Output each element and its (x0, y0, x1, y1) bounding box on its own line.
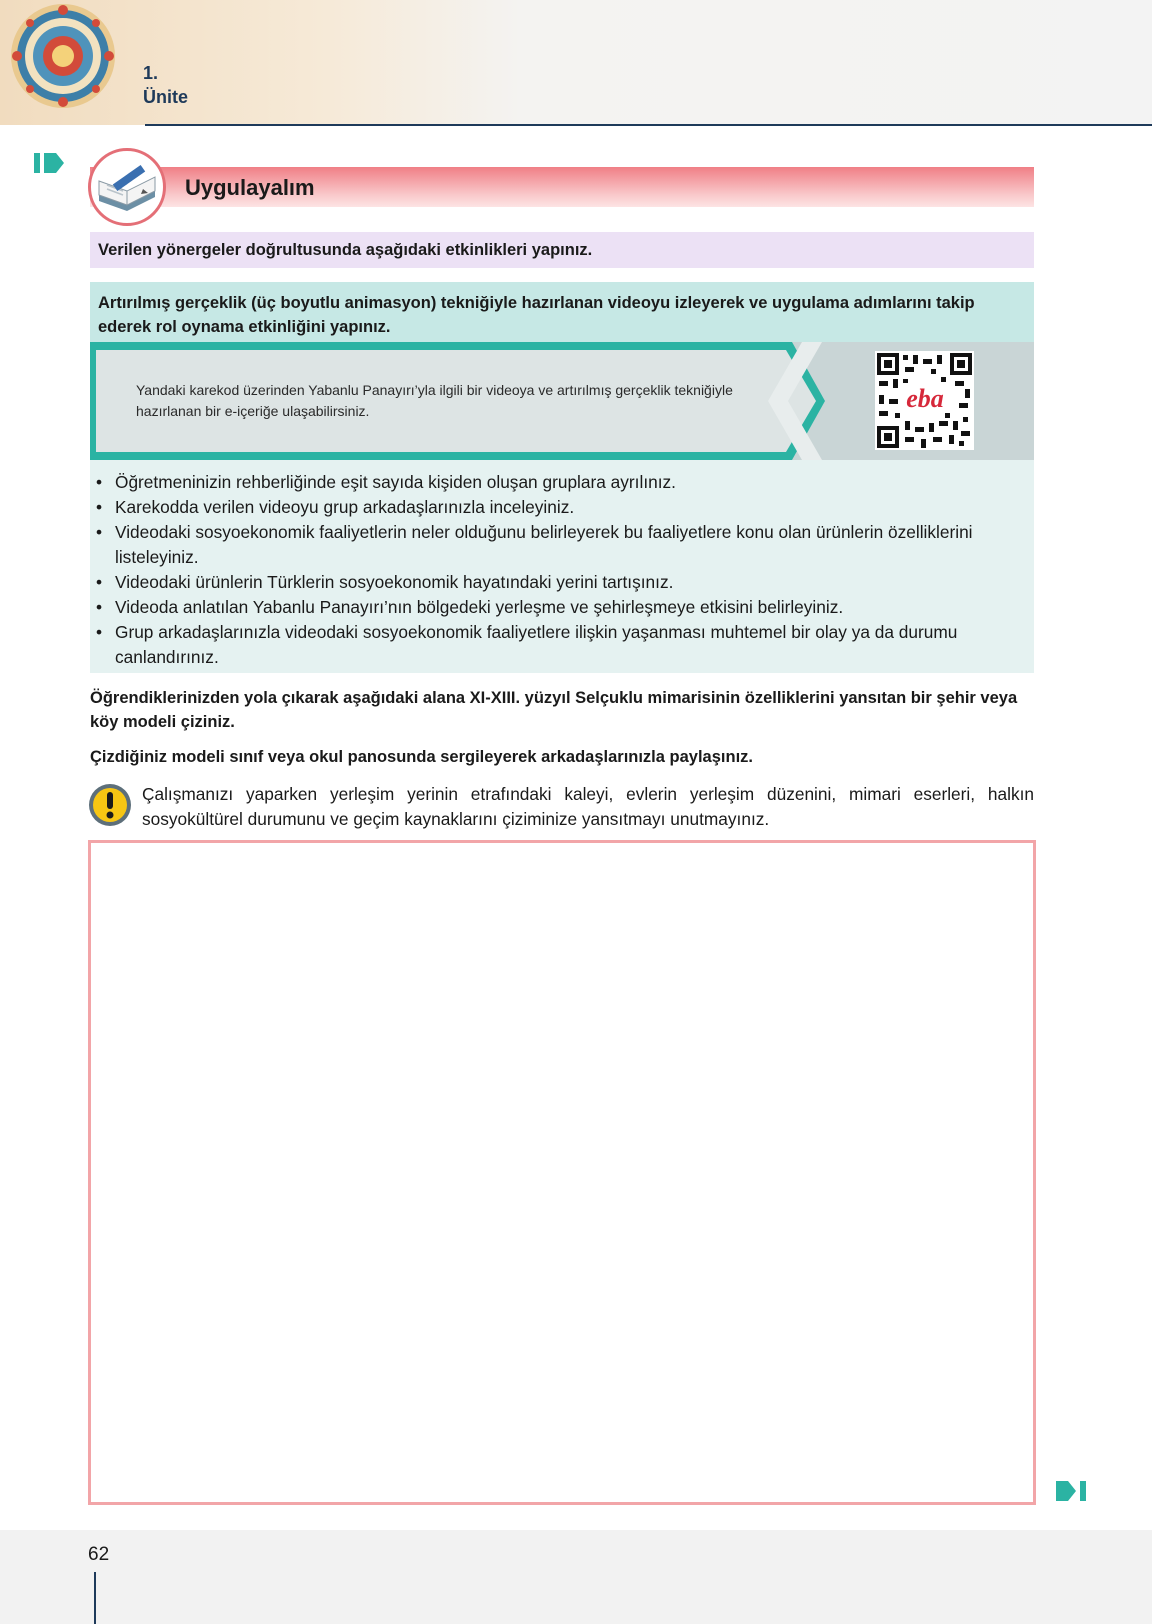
header-divider (145, 124, 1152, 126)
footer-band (0, 1530, 1152, 1624)
page-number: 62 (88, 1544, 110, 1565)
list-item: • Öğretmeninizin rehberliğinde eşit sayıda kişiden oluşan gruplara ayrılınız. (96, 470, 1026, 495)
ar-task-text: Artırılmış gerçeklik (üç boyutlu animasyon) tekniğiyle hazırlanan videoyu izleyerek ve uygulama adımlarını takip ederek rol oynama etkinliğini yapınız. (90, 282, 1034, 342)
list-item: • Grup arkadaşlarınızla videodaki sosyoekonomik faaliyetlere ilişkin yaşanması muhtemel bir olay ya da durumu canlandırınız. (96, 620, 1026, 670)
qr-code-icon[interactable] (875, 351, 974, 450)
ornament-medallion-icon (2, 0, 124, 122)
unit-name: Ünite (143, 87, 188, 107)
drawing-task-text: Öğrendiklerinizden yola çıkarak aşağıdaki alana XI-XIII. yüzyıl Selçuklu mimarisinin özelliklerini yansıtan bir şehir veya köy modeli çiziniz. (90, 689, 1018, 731)
qr-info-text: Yandaki karekod üzerinden Yabanlu Panayırı’yla ilgili bir videoya ve artırılmış gerçeklik tekniğiyle hazırlanan bir e-içeriğe ulaşabilirsiniz. (136, 382, 733, 419)
eba-logo: eba (906, 384, 944, 413)
drawing-area[interactable] (88, 840, 1036, 1505)
book-pencil-icon (88, 148, 166, 226)
warning-text: Çalışmanızı yaparken yerleşim yerinin etrafındaki kaleyi, evlerin yerleşim düzenini, mimari eserleri, halkın sosyokültürel durumunu ve geçim kaynaklarını çiziminize yansıtmayı unutmayınız. (142, 784, 1034, 829)
section-start-icon (34, 151, 66, 175)
list-item: • Karekodda verilen videoyu grup arkadaşlarınızla inceleyiniz. (96, 495, 1026, 520)
unit-number: 1. (143, 63, 159, 83)
activity-title: Uygulayalım (185, 175, 315, 200)
instruction-text: Verilen yönergeler doğrultusunda aşağıdaki etkinlikleri yapınız. (90, 232, 1034, 268)
warning-icon (88, 783, 132, 827)
section-end-icon (1056, 1479, 1088, 1503)
page-number-line (94, 1572, 96, 1624)
steps-list (96, 470, 1026, 670)
list-item: • Videoda anlatılan Yabanlu Panayırı’nın bölgedeki yerleşme ve şehirleşmeye etkisini belirleyiniz. (96, 595, 1026, 620)
list-item: • Videodaki ürünlerin Türklerin sosyoekonomik hayatındaki yerini tartışınız. (96, 570, 1026, 595)
list-item: • Videodaki sosyoekonomik faaliyetlerin neler olduğunu belirleyerek bu faaliyetlere konu olan ürünlerin özelliklerini listeleyiniz. (96, 520, 1026, 570)
share-task-text: Çizdiğiniz modeli sınıf veya okul panosunda sergileyerek arkadaşlarınızla paylaşınız. (90, 748, 753, 766)
